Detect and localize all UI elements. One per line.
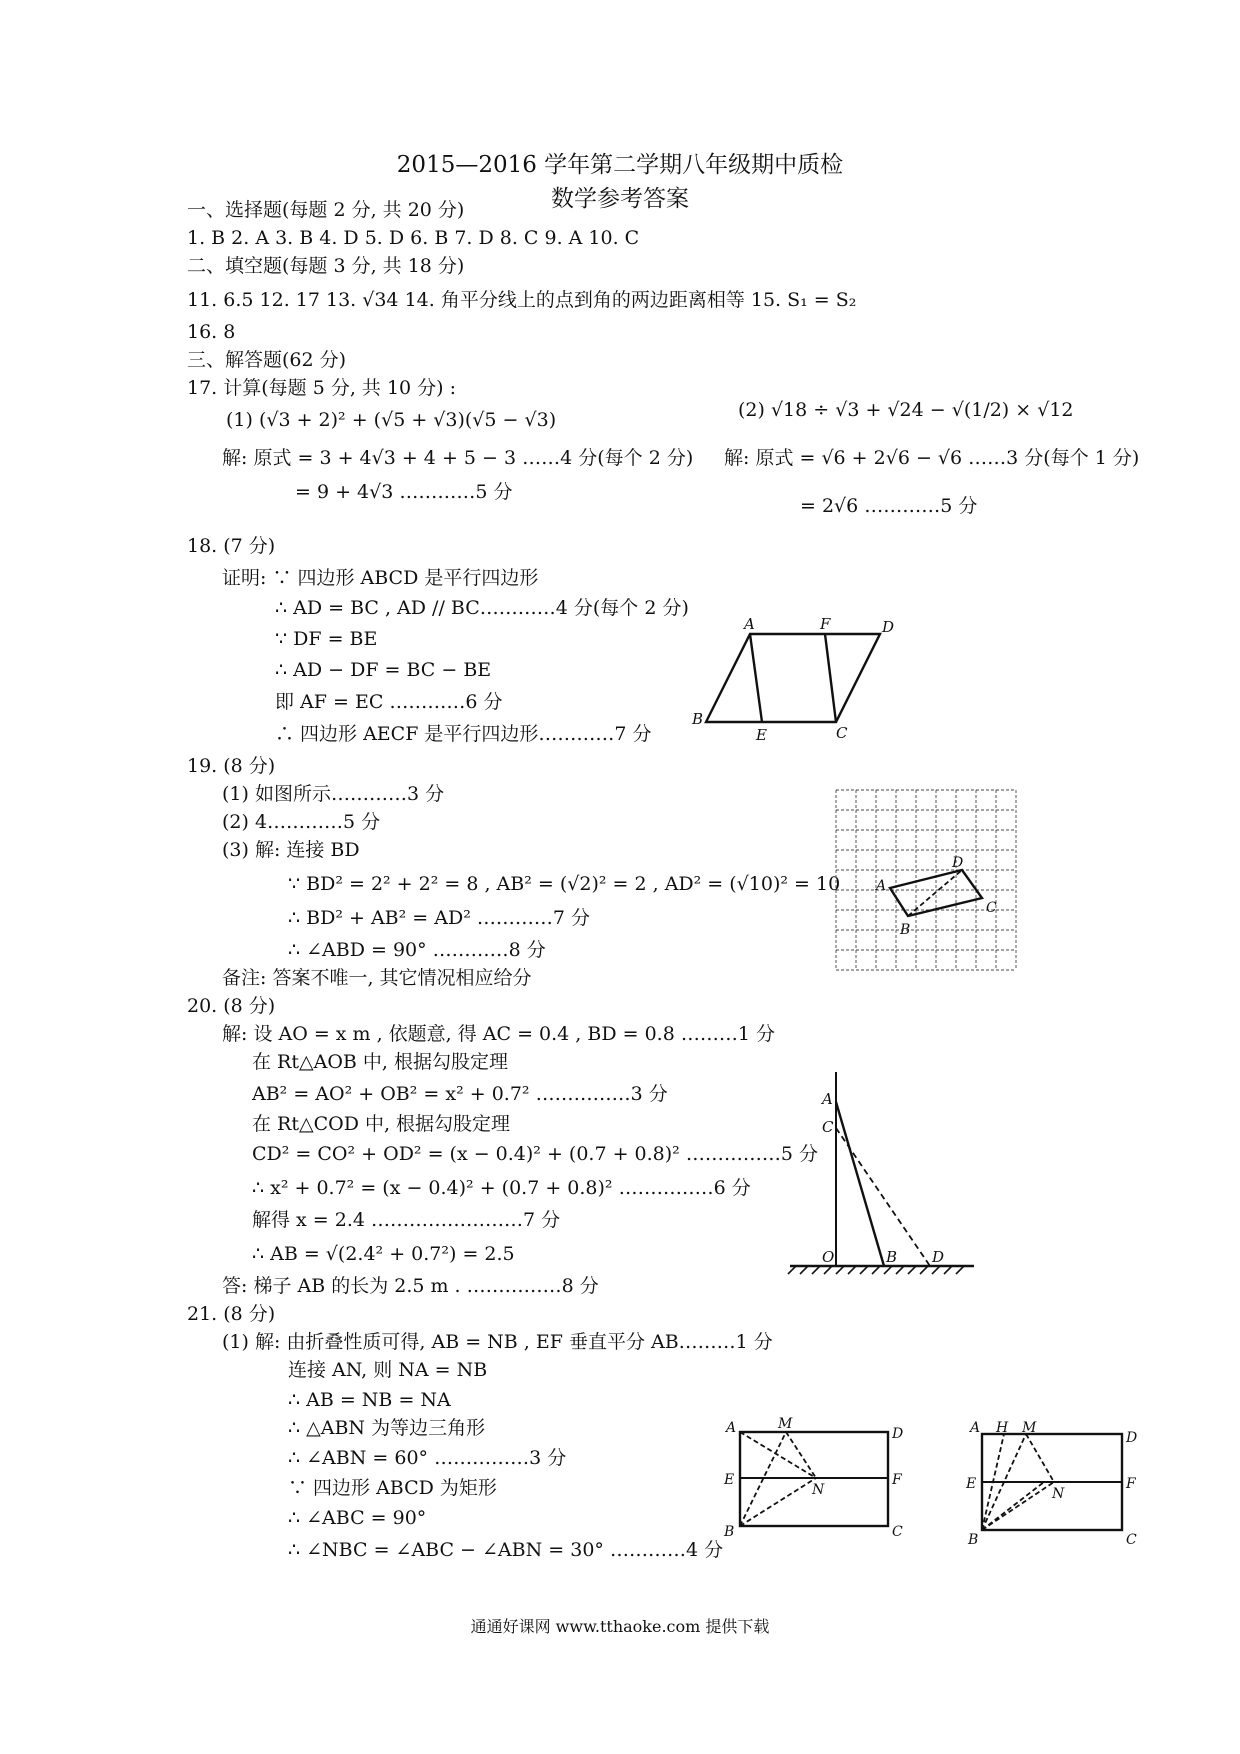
answer-line: ∴ 四边形 AECF 是平行四边形…………7 分 (275, 723, 652, 745)
answer-line: 解得 x = 2.4 ……………………7 分 (252, 1209, 561, 1231)
label-B: B (968, 1532, 979, 1548)
answer-line: ∴ ∠NBC = ∠ABC − ∠ABN = 30° …………4 分 (288, 1539, 724, 1561)
answer-line: ∴ AD = BC , AD // BC…………4 分(每个 2 分) (275, 597, 689, 619)
answer-line: 16. 8 (187, 321, 236, 343)
label-C: C (822, 1118, 834, 1136)
label-B: B (724, 1524, 735, 1540)
label-A: A (822, 1090, 833, 1108)
answer-line: 解: 设 AO = x m , 依题意, 得 AC = 0.4 , BD = 0.8 ………1 分 (222, 1023, 775, 1045)
answer-line: ∴ AB = NB = NA (288, 1389, 451, 1411)
answer-line: 17. 计算(每题 5 分, 共 10 分) : (187, 377, 457, 399)
label-C: C (986, 900, 997, 916)
label-H: H (996, 1420, 1009, 1436)
label-M: M (1022, 1420, 1037, 1436)
answer-line: = 2√6 …………5 分 (800, 495, 978, 517)
page-title: 2015—2016 学年第二学期八年级期中质检 (396, 152, 844, 178)
label-B: B (886, 1248, 898, 1266)
label-A: A (876, 878, 887, 894)
answer-line: ∴ △ABN 为等边三角形 (288, 1417, 486, 1439)
label-D: D (892, 1426, 904, 1442)
answer-line: ∴ AB = √(2.4² + 0.7²) = 2.5 (252, 1243, 515, 1265)
answer-line: (1) 如图所示…………3 分 (222, 783, 445, 805)
label-F: F (820, 615, 831, 633)
answer-line: = 9 + 4√3 …………5 分 (295, 481, 513, 503)
label-C: C (836, 724, 848, 742)
answer-line: (2) √18 ÷ √3 + √24 − √(1/2) × √12 (738, 399, 1074, 421)
label-B: B (900, 922, 911, 938)
figure-q18-parallelogram (690, 615, 910, 754)
answer-line: 19. (8 分) (187, 755, 276, 777)
label-D: D (1126, 1430, 1138, 1446)
label-E: E (756, 726, 767, 744)
answer-line: 20. (8 分) (187, 995, 276, 1017)
answer-line: ∴ AD − DF = BC − BE (275, 659, 492, 681)
answer-line: 一、选择题(每题 2 分, 共 20 分) (187, 199, 465, 221)
answer-line: 证明: ∵ 四边形 ABCD 是平行四边形 (222, 567, 539, 589)
answer-line: ∴ BD² + AB² = AD² …………7 分 (288, 907, 590, 929)
page-footer: 通通好课网 www.tthaoke.com 提供下载 (470, 1617, 770, 1636)
answer-line: 在 Rt△COD 中, 根据勾股定理 (252, 1113, 511, 1135)
answer-line: 1. B 2. A 3. B 4. D 5. D 6. B 7. D 8. C 9. A 10. C (187, 227, 640, 249)
figure-q20-ladder (790, 1070, 980, 1274)
label-F: F (892, 1472, 902, 1488)
answer-line: CD² = CO² + OD² = (x − 0.4)² + (0.7 + 0.8)² ……………5 分 (252, 1143, 818, 1165)
figure-q19-grid (836, 790, 1036, 984)
answer-line: (1) 解: 由折叠性质可得, AB = NB , EF 垂直平分 AB………1 分 (222, 1331, 773, 1353)
answer-line: 答: 梯子 AB 的长为 2.5 m . ……………8 分 (222, 1275, 599, 1297)
label-E: E (966, 1476, 977, 1492)
label-C: C (1126, 1532, 1137, 1548)
label-N: N (1052, 1486, 1065, 1502)
answer-line: (3) 解: 连接 BD (222, 839, 360, 861)
answer-line: ∵ 四边形 ABCD 为矩形 (288, 1477, 497, 1499)
figure-q21-rectangle-2 (962, 1420, 1142, 1554)
answer-line: AB² = AO² + OB² = x² + 0.7² ……………3 分 (252, 1083, 668, 1105)
label-A: A (726, 1420, 737, 1436)
answer-line: 21. (8 分) (187, 1303, 276, 1325)
answer-line: 备注: 答案不唯一, 其它情况相应给分 (222, 967, 532, 989)
answer-line: 解: 原式 = 3 + 4√3 + 4 + 5 − 3 ……4 分(每个 2 分) (222, 447, 694, 469)
label-A: A (970, 1420, 981, 1436)
answer-line: (1) (√3 + 2)² + (√5 + √3)(√5 − √3) (226, 409, 557, 431)
page-subtitle: 数学参考答案 (551, 186, 689, 212)
answer-line: 连接 AN, 则 NA = NB (288, 1359, 488, 1381)
answer-line: ∴ ∠ABD = 90° …………8 分 (288, 939, 546, 961)
label-C: C (892, 1524, 903, 1540)
answer-line: 三、解答题(62 分) (187, 349, 347, 371)
label-D: D (882, 618, 895, 636)
answer-line: ∴ ∠ABC = 90° (288, 1507, 427, 1529)
answer-line: 18. (7 分) (187, 535, 276, 557)
answer-line: ∴ x² + 0.7² = (x − 0.4)² + (0.7 + 0.8)² ……………6 分 (252, 1177, 751, 1199)
answer-line: ∴ ∠ABN = 60° ……………3 分 (288, 1447, 567, 1469)
label-F: F (1126, 1476, 1136, 1492)
answer-line: 二、填空题(每题 3 分, 共 18 分) (187, 255, 465, 277)
answer-line: ∵ BD² = 2² + 2² = 8 , AB² = (√2)² = 2 , AD² = (√10)² = 10 (288, 873, 841, 895)
answer-line: ∵ DF = BE (275, 628, 378, 650)
label-M: M (778, 1416, 793, 1432)
label-B: B (692, 710, 704, 728)
answer-line: 11. 6.5 12. 17 13. √34 14. 角平分线上的点到角的两边距离相等 15. S₁ = S₂ (187, 289, 857, 311)
answer-line: 解: 原式 = √6 + 2√6 − √6 ……3 分(每个 1 分) (724, 447, 1140, 469)
figure-q21-rectangle-1 (716, 1416, 904, 1544)
label-D: D (932, 1248, 945, 1266)
label-E: E (724, 1472, 735, 1488)
label-N: N (812, 1482, 825, 1498)
answer-line: 在 Rt△AOB 中, 根据勾股定理 (252, 1051, 508, 1073)
label-A: A (744, 615, 755, 633)
label-D: D (952, 855, 964, 871)
answer-line: (2) 4…………5 分 (222, 811, 381, 833)
answer-line: 即 AF = EC …………6 分 (275, 691, 503, 713)
label-O: O (822, 1248, 835, 1266)
